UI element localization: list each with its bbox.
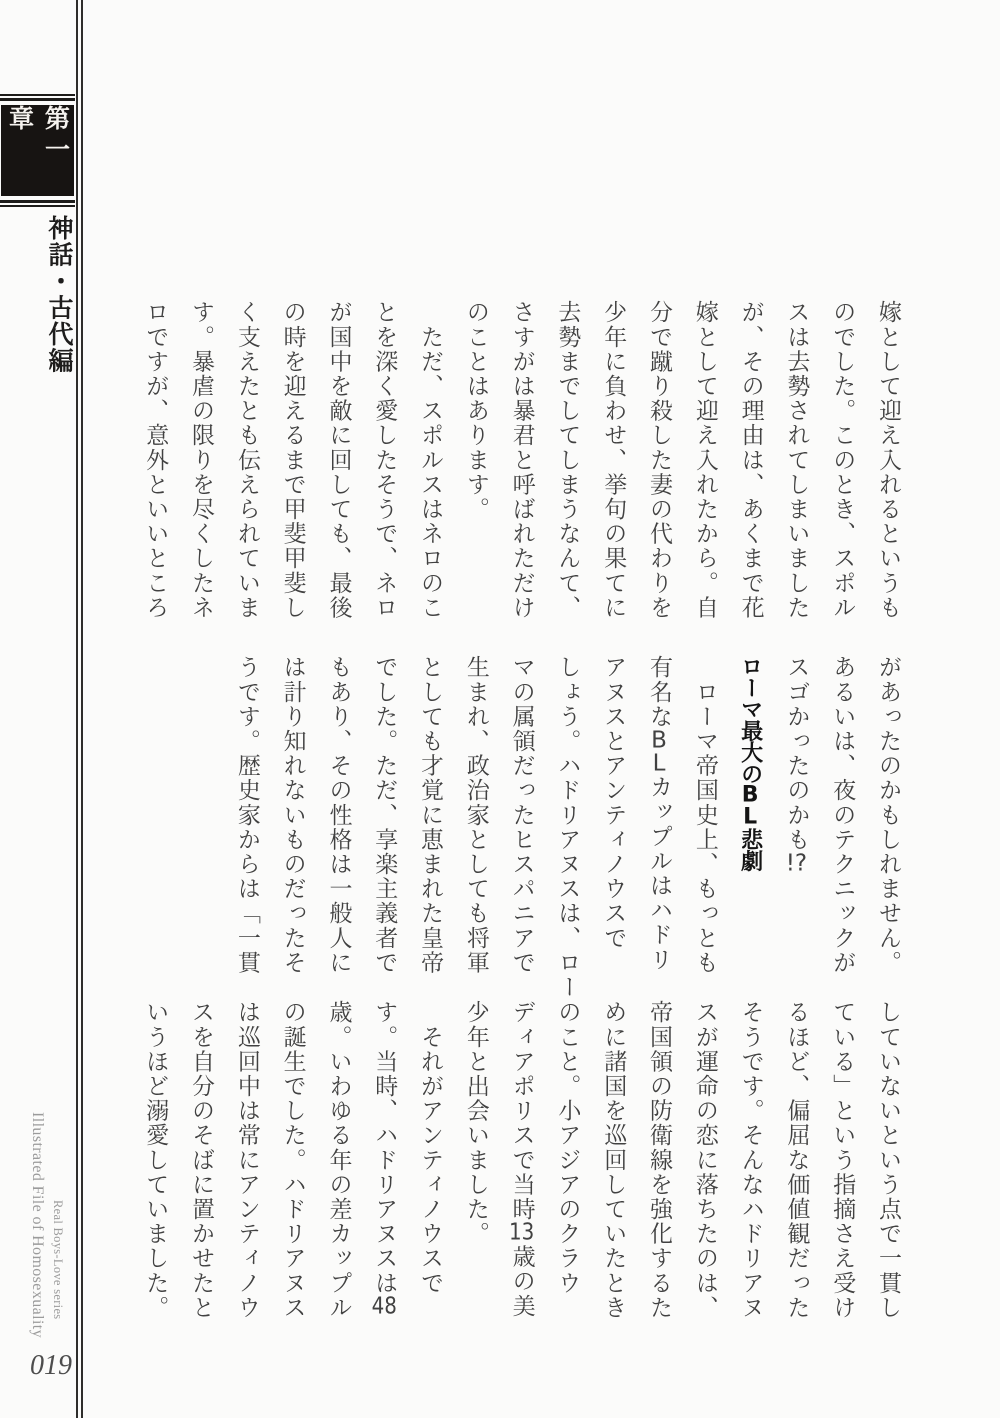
chapter-label: 第一章 — [5, 105, 71, 167]
section-heading: ローマ最大のBL悲劇 — [737, 655, 763, 871]
text-column: 帝国領の防衛線を強化するた — [646, 1000, 673, 1320]
text-column: いうほど溺愛していました。 — [142, 1000, 169, 1320]
text-column: るほど、偏屈な価値観だった — [783, 1000, 810, 1320]
text-column: 去勢までしてしまうなんて、 — [554, 300, 581, 620]
text-column: めに諸国を巡回していたとき — [600, 1000, 627, 1320]
series-title-english: Real Boys-Love series — [51, 1200, 65, 1320]
chapter-box-top-rule-thick — [0, 98, 75, 101]
text-column: ディアポリスで当時13歳の美 — [508, 1000, 535, 1319]
text-column: ただ、スポルスはネロのこ — [417, 300, 444, 620]
text-column: していないという点で一貫し — [875, 1000, 901, 1320]
text-column: スは去勢されてしまいました — [783, 300, 810, 620]
text-column: は巡回中は常にアンティノウ — [233, 1000, 260, 1320]
text-column: しょう。ハドリアヌスは、ロー — [554, 655, 581, 1000]
text-column: スを自分のそばに置かせたと — [188, 1000, 215, 1320]
series-subtitle-english: Illustrated File of Homosexuality — [29, 1112, 46, 1339]
page-number: 019 — [30, 1350, 72, 1381]
text-column: そうです。そんなハドリアヌ — [737, 1000, 764, 1320]
text-column: でした。ただ、享楽主義者で — [371, 655, 398, 975]
text-column: のことはあります。 — [462, 300, 489, 522]
text-column: とを深く愛したそうで、ネロ — [371, 300, 398, 620]
text-column: スゴかったのかも!? — [783, 655, 810, 875]
text-column: のこと。小アジアのクラウ — [554, 1000, 581, 1296]
text-column: のでした。このとき、スポル — [829, 300, 856, 620]
text-column: 分で蹴り殺した妻の代わりを — [646, 300, 673, 620]
sidebar-divider-line-outer — [76, 0, 78, 1418]
text-column: す。暴虐の限りを尽くしたネ — [188, 300, 215, 620]
chapter-box-bottom-rule-thin — [0, 205, 75, 207]
text-column: ている」という指摘さえ受け — [829, 1000, 856, 1320]
text-column: が国中を敵に回しても、最後 — [325, 300, 352, 620]
chapter-box-top-rule-thin — [0, 94, 75, 96]
text-column: ロですが、意外といいところ — [142, 300, 169, 620]
text-column: があったのかもしれません。 — [875, 655, 901, 975]
text-column: す。当時、ハドリアヌスは48 — [371, 1000, 398, 1319]
text-column: アヌスとアンティノウスで — [600, 655, 627, 951]
text-band-top — [131, 300, 910, 622]
sidebar-divider-line-inner — [81, 0, 83, 1418]
text-column: 生まれ、政治家としても将軍 — [462, 655, 489, 975]
chapter-marker-box — [1, 105, 74, 196]
text-column: もあり、その性格は一般人に — [325, 655, 352, 975]
text-column: の時を迎えるまで甲斐甲斐し — [279, 300, 306, 620]
text-column: 嫁として迎え入れたから。自 — [691, 300, 718, 620]
text-column: スが運命の恋に落ちたのは、 — [691, 1000, 718, 1320]
text-column: は計り知れないものだったそ — [279, 655, 306, 975]
text-band-middle — [223, 655, 910, 1000]
text-column: それがアンティノウスで — [417, 1000, 444, 1296]
text-column: うです。歴史家からは「一貫 — [233, 655, 260, 975]
text-column: ローマ帝国史上、もっとも — [691, 655, 718, 975]
text-column: く支えたとも伝えられていま — [233, 300, 260, 620]
text-column: さすがは暴君と呼ばれただけ — [508, 300, 535, 620]
text-column: あるいは、夜のテクニックが — [829, 655, 856, 975]
text-column: 有名なBLカップルはハドリ — [646, 655, 673, 972]
text-column: 嫁として迎え入れるというも — [875, 300, 901, 620]
text-column: としても才覚に恵まれた皇帝 — [417, 655, 444, 975]
text-column: の誕生でした。ハドリアヌス — [279, 1000, 306, 1320]
text-column: 少年と出会いました。 — [462, 1000, 489, 1246]
text-band-bottom — [131, 1000, 910, 1322]
section-label: 神話・古代編 — [45, 215, 74, 374]
text-column: 少年に負わせ、挙句の果てに — [600, 300, 627, 620]
text-column: が、その理由は、あくまで花 — [737, 300, 764, 620]
text-column: マの属領だったヒスパニアで — [508, 655, 535, 975]
chapter-box-bottom-rule-thick — [0, 200, 75, 203]
text-column: 歳。いわゆる年の差カップル — [325, 1000, 352, 1320]
